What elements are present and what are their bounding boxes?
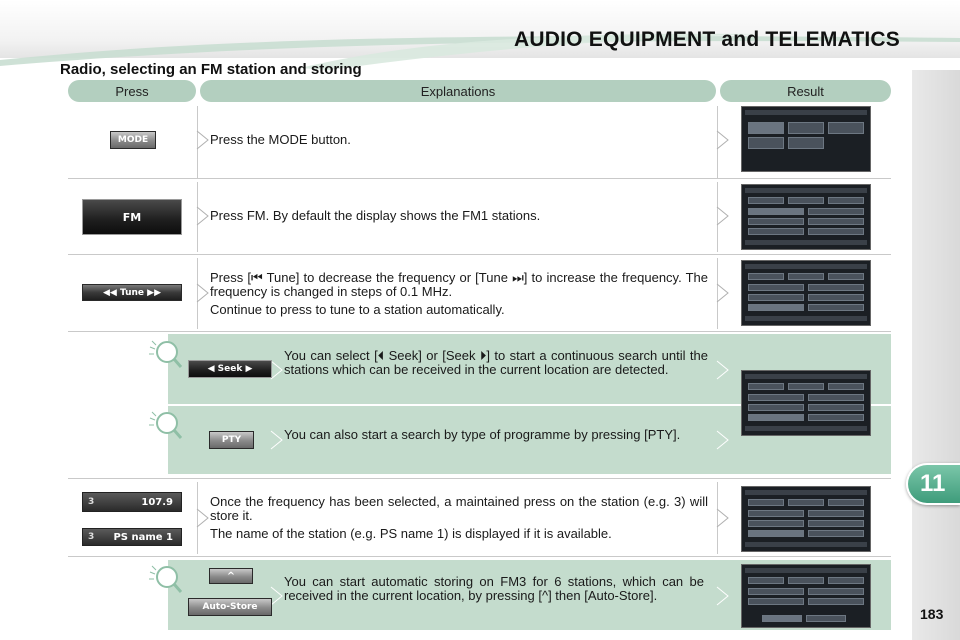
row-separator — [68, 178, 891, 179]
row-separator — [68, 556, 891, 557]
result-screen-autostore — [741, 564, 871, 628]
page-header-title: AUDIO EQUIPMENT and TELEMATICS — [514, 28, 900, 51]
chapter-tab[interactable] — [906, 463, 960, 505]
explanation-text: Press the MODE button. — [210, 132, 351, 147]
chevron-right-icon — [716, 206, 730, 226]
explanation-text: Once the frequency has been selected, a maintained press on the station (e.g. 3) will store it. — [210, 494, 708, 523]
explanation-text: Press [⏮ Tune] to decrease the frequency or [Tune ⏭] to increase the frequency. The frequency is changed in steps of 0.1 MHz. — [210, 270, 708, 299]
row-tune-explanation — [210, 271, 708, 321]
explanation-text: You can also start a search by type of programme by pressing [PTY]. — [284, 427, 681, 442]
chevron-right-icon — [716, 586, 730, 606]
preset-number: 3 — [88, 497, 95, 507]
chevron-right-icon — [196, 508, 210, 528]
preset-psname-button[interactable] — [82, 528, 182, 546]
preset-frequency: 107.9 — [141, 496, 173, 508]
result-screen-tune — [741, 260, 871, 326]
chevron-right-icon — [716, 430, 730, 450]
chevron-right-icon — [196, 130, 210, 150]
tip-magnifier-icon — [148, 562, 184, 598]
page-number: 183 — [920, 606, 944, 622]
tip-magnifier-icon — [148, 337, 184, 373]
explanation-text: The name of the station (e.g. PS name 1) is displayed if it is available. — [210, 526, 612, 541]
chevron-right-icon — [270, 360, 284, 380]
tune-button[interactable]: ◀◀ Tune ▶▶ — [82, 284, 182, 301]
row-mode-explanation — [210, 133, 710, 151]
column-header-result: Result — [720, 80, 891, 102]
row-separator — [68, 331, 891, 332]
chevron-right-icon — [716, 130, 730, 150]
result-screen-store — [741, 486, 871, 552]
row-separator — [68, 478, 891, 479]
row-fm-explanation — [210, 209, 710, 227]
explanation-text: You can select [⏴ Seek] or [Seek ⏵] to start a continuous search until the stations which can be received in the current location are detected. — [284, 348, 708, 377]
preset-number: 3 — [88, 532, 95, 542]
result-screen-seek — [741, 370, 871, 436]
chevron-right-icon — [716, 283, 730, 303]
explanation-text: You can start automatic storing on FM3 for 6 stations, which can be received in the current location, by pressing [^] then [Auto-Store]. — [284, 574, 704, 603]
up-button[interactable]: ^ — [209, 568, 253, 584]
chevron-right-icon — [270, 586, 284, 606]
fm-button[interactable]: FM — [82, 199, 182, 235]
result-screen-mode — [741, 106, 871, 172]
row-store-explanation — [210, 495, 708, 545]
preset-psname: PS name 1 — [113, 531, 173, 543]
row-autostore-explanation — [284, 575, 704, 607]
chevron-right-icon — [196, 206, 210, 226]
chevron-right-icon — [196, 283, 210, 303]
seek-button[interactable]: ◀ Seek ▶ — [188, 360, 272, 378]
result-screen-fm — [741, 184, 871, 250]
explanation-text: Press FM. By default the display shows the FM1 stations. — [210, 208, 541, 223]
chevron-right-icon — [716, 508, 730, 528]
mode-button[interactable]: MODE — [110, 131, 156, 149]
chapter-number: 11 — [920, 470, 946, 497]
section-title: Radio, selecting an FM station and storing — [60, 61, 362, 78]
preset-frequency-button[interactable] — [82, 492, 182, 512]
chevron-right-icon — [270, 430, 284, 450]
row-pty-explanation — [284, 428, 708, 446]
explanation-text: Continue to press to tune to a station automatically. — [210, 302, 505, 317]
pty-button[interactable]: PTY — [209, 431, 254, 449]
row-separator — [68, 254, 891, 255]
column-header-press: Press — [68, 80, 196, 102]
right-margin-strip — [912, 70, 960, 640]
row-seek-explanation — [284, 349, 708, 381]
chevron-right-icon — [716, 360, 730, 380]
auto-store-button[interactable]: Auto-Store — [188, 598, 272, 616]
tip-magnifier-icon — [148, 408, 184, 444]
column-header-explanations: Explanations — [200, 80, 716, 102]
